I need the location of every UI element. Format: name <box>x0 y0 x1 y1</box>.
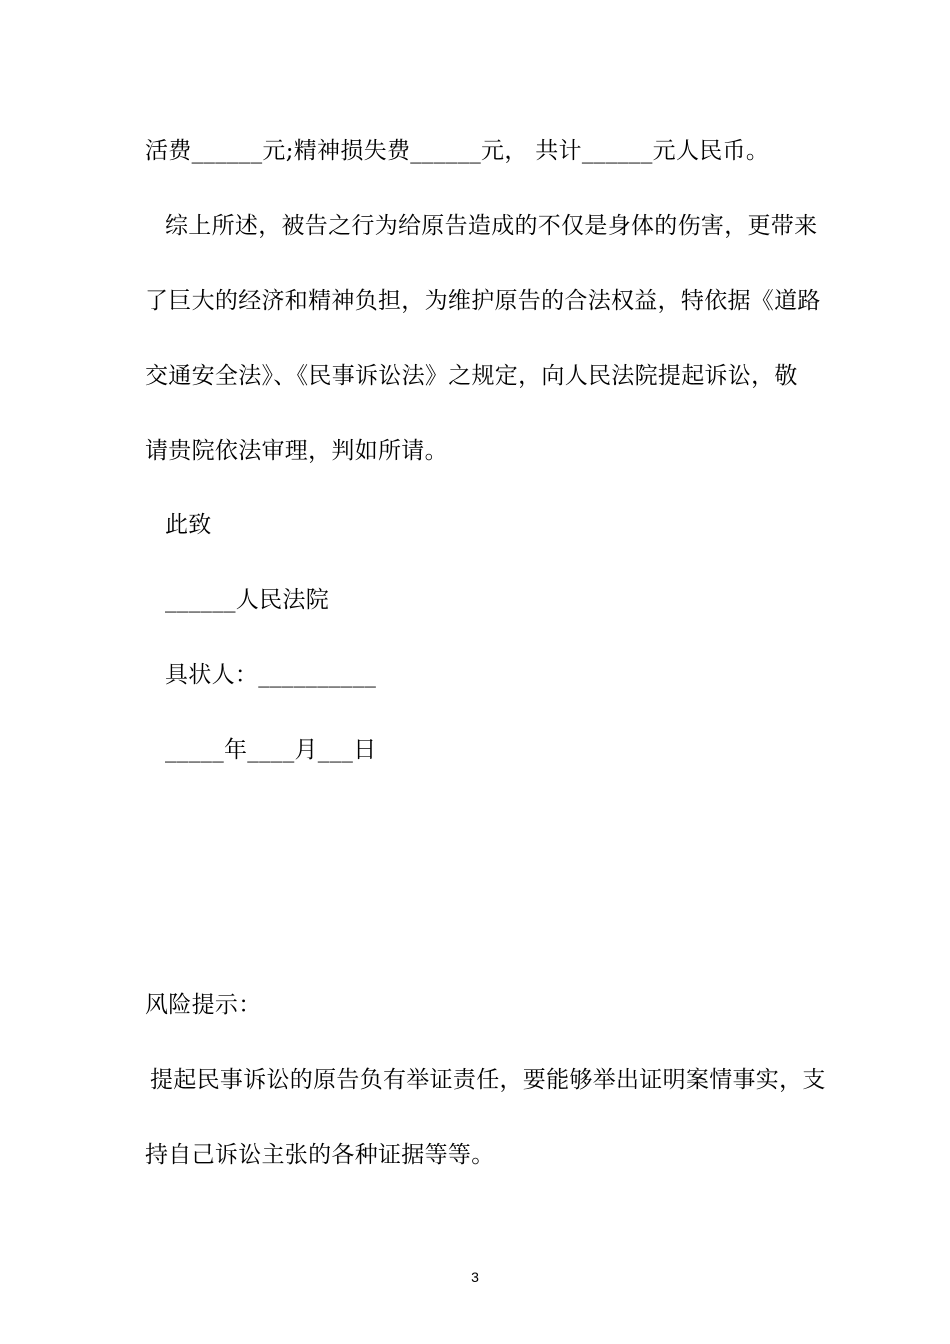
risk-note-line-2: 持自己诉讼主张的各种证据等等。 <box>145 1142 495 1168</box>
summary-paragraph-line-4: 请贵院依法审理，判如所请。 <box>145 438 448 464</box>
salutation: 此致 <box>165 512 212 538</box>
risk-title: 风险提示： <box>145 992 262 1018</box>
date-line: _____年____月___日 <box>165 737 377 763</box>
summary-paragraph-line-1: 综上所述，被告之行为给原告造成的不仅是身体的伤害，更带来 <box>165 213 818 239</box>
compensation-total-line: 活费______元;精神损失费______元， 共计______元人民币。 <box>145 138 770 164</box>
summary-paragraph-line-3: 交通安全法》、《民事诉讼法》之规定，向人民法院提起诉讼，敬 <box>145 363 798 389</box>
page-number: 3 <box>471 1269 479 1285</box>
risk-note-line-1: 提起民事诉讼的原告负有举证责任，要能够举出证明案情事实，支 <box>150 1067 826 1093</box>
court-name-line: ______人民法院 <box>165 587 329 613</box>
plaintiff-signature-line: 具状人：__________ <box>165 662 377 688</box>
summary-paragraph-line-2: 了巨大的经济和精神负担，为维护原告的合法权益，特依据《道路 <box>145 288 821 314</box>
